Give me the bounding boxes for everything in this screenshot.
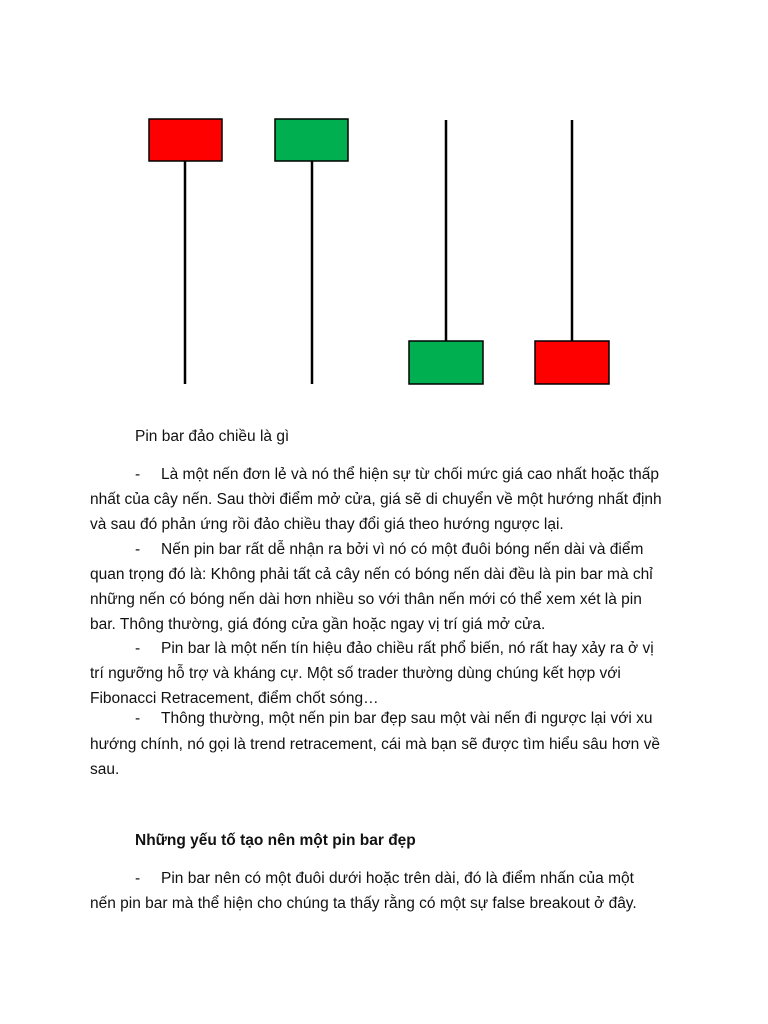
paragraph-line: hướng chính, nó gọi là trend retracement, cái mà bạn sẽ được tìm hiểu sâu hơn về: [90, 736, 660, 753]
paragraph-text: Nến pin bar rất dễ nhận ra bởi vì nó có một đuôi bóng nến dài và điểm: [161, 541, 644, 558]
paragraph-line: trí ngưỡng hỗ trợ và kháng cự. Một số trader thường dùng chúng kết hợp với: [90, 665, 621, 682]
bullet-line: [135, 462, 735, 487]
bullet-marker: -: [135, 541, 141, 558]
section-heading-what-is-pin-bar: Pin bar đảo chiều là gì: [135, 428, 290, 445]
paragraph-line: và sau đó phản ứng rồi đảo chiều thay đổi giá theo hướng ngược lại.: [90, 516, 564, 533]
section-heading-good-pin-bar: Những yếu tố tạo nên một pin bar đẹp: [135, 832, 416, 849]
bullet-marker: -: [135, 870, 141, 887]
bullet-line: [135, 636, 735, 661]
paragraph-line: những nến có bóng nến dài hơn nhiều so với thân nến mới có thể xem xét là pin: [90, 591, 642, 608]
paragraph-line: nhất của cây nến. Sau thời điểm mở cửa, giá sẽ di chuyển về một hướng nhất định: [90, 491, 662, 508]
paragraph-line: nến pin bar mà thể hiện cho chúng ta thấy rằng có một sự false breakout ở đây.: [90, 895, 637, 912]
paragraph-line: Fibonacci Retracement, điểm chốt sóng…: [90, 690, 379, 707]
bullet-marker: -: [135, 466, 141, 483]
paragraph-text: Thông thường, một nến pin bar đẹp sau một vài nến đi ngược lại với xu: [161, 710, 653, 727]
paragraph-text: Là một nến đơn lẻ và nó thể hiện sự từ chối mức giá cao nhất hoặc thấp: [161, 466, 659, 483]
paragraph-line: sau.: [90, 761, 120, 778]
bullet-line: [135, 706, 735, 731]
bullet-marker: -: [135, 640, 141, 657]
bullet-marker: -: [135, 710, 141, 727]
paragraph-line: quan trọng đó là: Không phải tất cả cây nến có bóng nến dài đều là pin bar mà chỉ: [90, 566, 653, 583]
bullet-line: [135, 537, 735, 562]
paragraph-text: Pin bar là một nến tín hiệu đảo chiều rất phổ biến, nó rất hay xảy ra ở vị: [161, 640, 654, 657]
paragraph-text: Pin bar nên có một đuôi dưới hoặc trên dài, đó là điểm nhấn của một: [161, 870, 634, 887]
paragraph-line: bar. Thông thường, giá đóng cửa gần hoặc ngay vị trí giá mở cửa.: [90, 616, 546, 633]
bullet-line: [135, 866, 735, 891]
